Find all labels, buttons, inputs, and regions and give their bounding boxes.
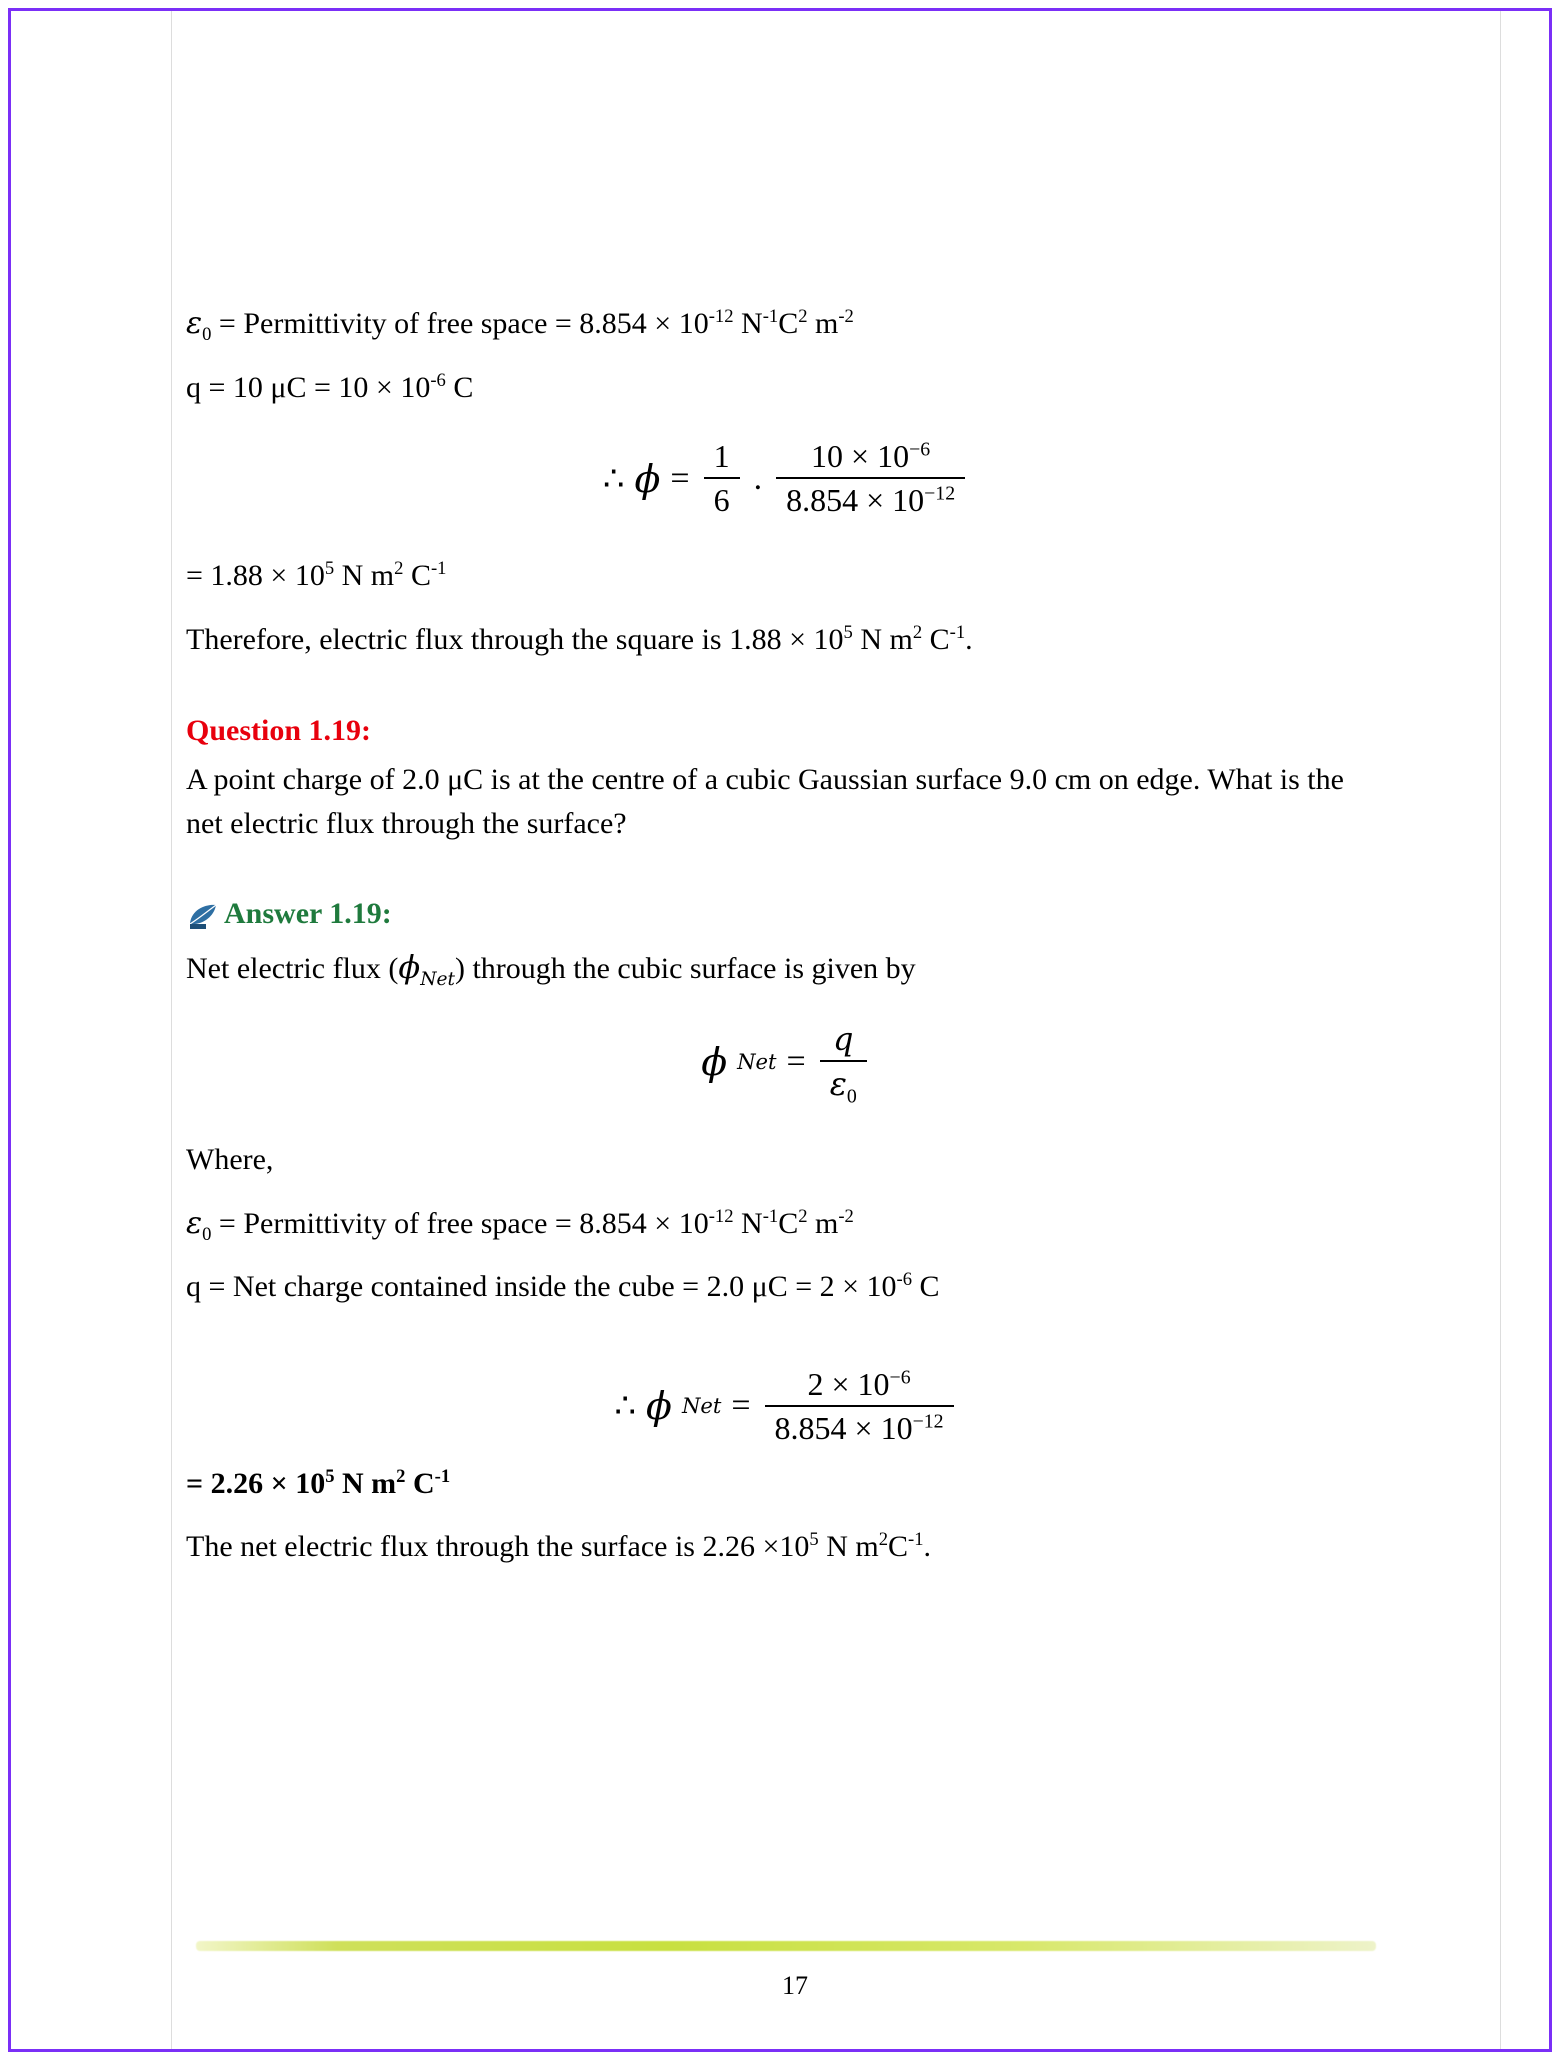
denominator-epsilon-sub: 0 — [846, 1085, 857, 1108]
phi-symbol-2: ϕ — [701, 1039, 728, 1084]
unit-m-2: m — [815, 1206, 839, 1240]
denominator-base-3: 8.854 × 10 — [774, 1409, 913, 1446]
phi-symbol-1: ϕ — [634, 456, 661, 501]
denominator-epsilon: ε — [829, 1065, 847, 1103]
numerator-base-2: 10 × 10 — [811, 438, 910, 475]
answer-intro-line — [186, 943, 1386, 992]
result-unit-c-exp-1: -1 — [430, 558, 447, 580]
charge-unit-2: C — [919, 1270, 940, 1304]
equation-net-flux-value: ∴ ϕ Net = $\frac{2 \times 10^{-6}}{8.854 \times 10^{-12}}$ — [186, 1366, 1386, 1447]
answer-intro-text-b: ) through the cubic surface is given by — [454, 952, 916, 986]
unit-m-exp-1: -2 — [838, 306, 854, 327]
charge-exp-2: -6 — [896, 1269, 913, 1291]
result-exp-2: 5 — [325, 1465, 335, 1487]
phi-subscript-inline: Net — [420, 969, 455, 991]
epsilon-exponent-2: -12 — [708, 1205, 734, 1227]
fraction-denominator-2 — [776, 477, 965, 519]
question-heading: Question 1.19: — [186, 714, 372, 748]
charge-exp-1: -6 — [430, 369, 446, 391]
result-unit-exp-1: 2 — [394, 558, 404, 580]
result-unit-c-exp-2: -1 — [434, 1465, 451, 1487]
page-border — [8, 8, 1552, 2052]
result-unit-1: N m — [341, 559, 395, 593]
answer-heading-row — [186, 897, 1386, 931]
charge-text-1: q = 10 μC = 10 × 10 — [186, 370, 431, 404]
epsilon-definition-line-1 — [186, 301, 1386, 347]
denominator-exp-2: −12 — [924, 482, 956, 505]
question-text: A point charge of 2.0 μC is at the centre of a cubic Gaussian surface 9.0 cm on edge. What is the net electric flux through the surface? — [186, 763, 1344, 840]
fraction-numerator-3 — [797, 1366, 920, 1405]
unit-m-exp-2: -2 — [838, 1205, 854, 1227]
epsilon-exponent-1: -12 — [708, 306, 734, 327]
phi-symbol-inline: ϕ — [398, 948, 421, 987]
conclusion-period-1: . — [965, 622, 973, 656]
unit-n-exp-2: -1 — [762, 1205, 779, 1227]
unit-n-1: N — [741, 307, 763, 340]
conclusion-text-1: Therefore, electric flux through the square is 1.88 × 10 — [186, 622, 844, 656]
conclusion-unit-c-exp-2: -1 — [908, 1529, 924, 1551]
where-label: Where, — [186, 1143, 274, 1176]
fraction-q-over-eps0 — [820, 1020, 867, 1108]
numerator-base-3: 2 × 10 — [807, 1365, 890, 1402]
conclusion-unit-c-exp-1: -1 — [949, 621, 966, 643]
conclusion-unit-1: N m — [860, 622, 913, 656]
conclusion-unit-c-2: C — [887, 1530, 908, 1564]
result-line-2 — [186, 1461, 1386, 1507]
result-unit-c-1: C — [410, 559, 431, 593]
epsilon-definition-text-1: = Permittivity of free space = 8.854 × 10 — [218, 307, 709, 340]
answer-heading-label: Answer 1.19: — [224, 897, 392, 931]
page-number: 17 — [782, 1971, 808, 2000]
result-text-2: = 2.26 × 10 — [186, 1466, 326, 1500]
result-unit-exp-2: 2 — [396, 1465, 406, 1487]
unit-c-1: C — [778, 307, 799, 340]
fraction-one-sixth — [704, 438, 740, 519]
epsilon-definition-text-2: = Permittivity of free space = 8.854 × 10 — [218, 1206, 709, 1240]
result-exp-1: 5 — [324, 558, 335, 580]
unit-m-1: m — [815, 307, 839, 340]
numerator-exp-2: −6 — [909, 438, 931, 461]
conclusion-unit-exp-2: 2 — [878, 1529, 888, 1551]
therefore-symbol-1: ∴ — [602, 460, 625, 498]
epsilon-definition-line-2 — [186, 1201, 1386, 1247]
fraction-2e-6-over-eps — [765, 1366, 954, 1447]
result-unit-2: N m — [342, 1466, 397, 1500]
conclusion-unit-2: N m — [826, 1530, 879, 1564]
equation-flux-square — [186, 438, 1386, 519]
denominator-base-2: 8.854 × 10 — [786, 482, 925, 519]
result-unit-c-2: C — [412, 1466, 435, 1500]
fraction-denominator-eps — [820, 1060, 867, 1108]
fraction-numerator-2 — [801, 438, 940, 477]
conclusion-line-1 — [186, 617, 1386, 663]
footer-divider — [196, 1941, 1376, 1951]
fraction-charge-over-epsilon — [776, 438, 965, 519]
result-text-1: = 1.88 × 10 — [186, 559, 325, 593]
charge-text-2: q = Net charge contained inside the cube = 2.0 μC = 2 × 10 — [186, 1270, 897, 1304]
document-content — [186, 301, 1386, 1588]
equals-sign-2: = — [786, 1042, 806, 1080]
conclusion-exp-1: 5 — [843, 621, 853, 643]
result-line-1 — [186, 553, 1386, 599]
equation-net-flux-definition: ϕ Net = $\frac{q}{\varepsilon_0}$ — [186, 1020, 1386, 1103]
denominator-exp-3: −12 — [912, 1410, 944, 1433]
fraction-denominator-3 — [765, 1405, 954, 1447]
therefore-symbol-3: ∴ — [614, 1388, 637, 1426]
equals-sign-3: = — [731, 1387, 751, 1425]
epsilon-symbol-2: ε — [186, 1205, 203, 1241]
unit-n-2: N — [741, 1206, 763, 1240]
multiplication-dot: . — [753, 459, 763, 497]
fraction-numerator-1: 1 — [713, 438, 730, 475]
conclusion-unit-exp-1: 2 — [912, 621, 923, 643]
numerator-exp-3: −6 — [889, 1366, 911, 1389]
answer-intro-text-a: Net electric flux ( — [186, 952, 399, 986]
conclusion-text-2: The net electric flux through the surface is 2.26 ×10 — [186, 1530, 810, 1564]
conclusion-line-2 — [186, 1524, 1386, 1570]
epsilon-subscript-2: 0 — [202, 1223, 212, 1245]
conclusion-period-2: . — [923, 1530, 931, 1564]
unit-c-exp-1: 2 — [798, 306, 808, 327]
equals-sign-1: = — [670, 459, 690, 497]
unit-n-exp-1: -1 — [762, 306, 779, 327]
unit-c-exp-2: 2 — [798, 1205, 808, 1227]
conclusion-exp-2: 5 — [809, 1529, 819, 1551]
leaf-logo-icon — [186, 901, 220, 931]
fraction-numerator-q: q — [832, 1020, 854, 1058]
conclusion-unit-c-1: C — [929, 622, 950, 656]
epsilon-symbol: ε — [186, 306, 203, 341]
epsilon-subscript: 0 — [202, 324, 212, 345]
fraction-denominator-1: 6 — [704, 477, 740, 519]
charge-line-2 — [186, 1264, 1386, 1310]
phi-symbol-3: ϕ — [646, 1384, 672, 1429]
charge-unit-1: C — [453, 370, 474, 404]
charge-line-1 — [186, 365, 1386, 411]
unit-c-2: C — [778, 1206, 799, 1240]
